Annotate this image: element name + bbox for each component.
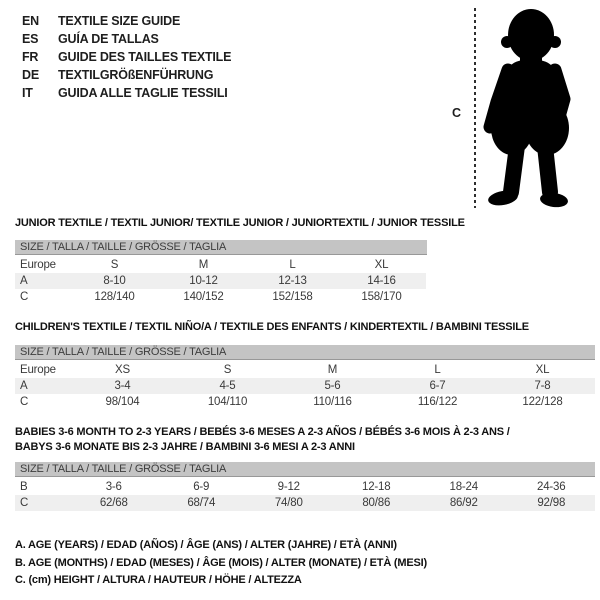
table-cell: 4-5 xyxy=(219,380,236,392)
row-label: A xyxy=(20,275,28,287)
language-title: GUIDA ALLE TAGLIE TESSILI xyxy=(58,86,228,100)
table-row xyxy=(15,289,426,305)
language-row-en xyxy=(22,12,231,30)
junior-size-header-bar: SIZE / TALLA / TAILLE / GRÖSSE / TAGLIA xyxy=(15,240,427,255)
table-cell: XL xyxy=(535,364,550,376)
table-cell: 104/110 xyxy=(207,396,248,408)
table-cell: 3-4 xyxy=(114,380,131,392)
language-code: DE xyxy=(22,68,39,82)
table-cell: 74/80 xyxy=(274,497,303,509)
table-cell: 122/128 xyxy=(522,396,563,408)
table-cell: 68/74 xyxy=(187,497,216,509)
table-cell: 92/98 xyxy=(537,497,566,509)
language-code: ES xyxy=(22,32,39,46)
table-cell: S xyxy=(110,259,119,271)
language-title: TEXTILE SIZE GUIDE xyxy=(58,14,181,28)
junior-section-title: JUNIOR TEXTILE / TEXTIL JUNIOR/ TEXTILE JUNIOR / JUNIORTEXTIL / JUNIOR TESSILE xyxy=(15,217,465,229)
table-cell: 86/92 xyxy=(449,497,478,509)
table-cell: 80/86 xyxy=(362,497,391,509)
babies-section-title-line1: BABIES 3-6 MONTH TO 2-3 YEARS / BEBÉS 3-6 MESES A 2-3 AÑOS / BÉBÉS 3-6 MOIS À 2-3 ANS / xyxy=(15,426,510,438)
language-row-it xyxy=(22,84,231,102)
row-label: C xyxy=(20,396,29,408)
row-label: C xyxy=(20,497,29,509)
table-row xyxy=(15,378,595,394)
table-row xyxy=(15,273,426,289)
language-title: GUIDE DES TAILLES TEXTILE xyxy=(58,50,232,64)
table-cell: 128/140 xyxy=(94,291,135,303)
children-table xyxy=(15,362,595,410)
table-cell: 116/122 xyxy=(417,396,458,408)
table-cell: 7-8 xyxy=(534,380,551,392)
table-cell: L xyxy=(434,364,441,376)
table-cell: 158/170 xyxy=(361,291,402,303)
table-cell: 8-10 xyxy=(103,275,126,287)
language-code: IT xyxy=(22,86,33,100)
row-label: Europe xyxy=(20,259,56,271)
language-title-list xyxy=(22,12,231,102)
table-row xyxy=(15,495,595,511)
table-cell: 62/68 xyxy=(99,497,128,509)
table-row xyxy=(15,257,426,273)
row-label: Europe xyxy=(20,364,56,376)
language-code: FR xyxy=(22,50,39,64)
table-cell: 9-12 xyxy=(277,481,300,493)
footnote-b: B. AGE (MONTHS) / EDAD (MESES) / ÂGE (MOIS) / ALTER (MONATE) / ETÀ (MESI) xyxy=(15,556,427,569)
children-size-header-bar: SIZE / TALLA / TAILLE / GRÖSSE / TAGLIA xyxy=(15,345,595,360)
table-cell: 140/152 xyxy=(183,291,224,303)
table-cell: L xyxy=(289,259,296,271)
table-row xyxy=(15,362,595,378)
table-cell: 24-36 xyxy=(537,481,566,493)
toddler-silhouette-icon xyxy=(481,6,577,208)
table-cell: 3-6 xyxy=(105,481,122,493)
babies-section-title-line2: BABYS 3-6 MONATE BIS 2-3 JAHRE / BAMBINI 3-6 MESI A 2-3 ANNI xyxy=(15,441,355,453)
table-cell: 12-18 xyxy=(362,481,391,493)
table-cell: 10-12 xyxy=(189,275,218,287)
language-row-de xyxy=(22,66,231,84)
babies-size-header-bar: SIZE / TALLA / TAILLE / GRÖSSE / TAGLIA xyxy=(15,462,595,477)
table-cell: M xyxy=(327,364,338,376)
height-measure-label: C xyxy=(452,106,462,120)
language-row-fr xyxy=(22,48,231,66)
table-cell: 6-7 xyxy=(429,380,446,392)
table-cell: 152/158 xyxy=(272,291,313,303)
footnote-a: A. AGE (YEARS) / EDAD (AÑOS) / ÂGE (ANS) / ALTER (JAHRE) / ETÀ (ANNI) xyxy=(15,539,397,551)
table-cell: M xyxy=(198,259,209,271)
footnote-c: C. (cm) HEIGHT / ALTURA / HAUTEUR / HÖHE / ALTEZZA xyxy=(15,574,302,586)
footnote-legend xyxy=(15,537,427,590)
table-cell: 98/104 xyxy=(105,396,140,408)
language-row-es xyxy=(22,30,231,48)
language-title: TEXTILGRÖßENFÜHRUNG xyxy=(58,68,214,82)
table-cell: 12-13 xyxy=(278,275,307,287)
language-title: GUÍA DE TALLAS xyxy=(58,32,159,46)
table-cell: 14-16 xyxy=(367,275,396,287)
row-label: B xyxy=(20,481,28,493)
junior-table xyxy=(15,257,426,305)
table-row xyxy=(15,479,595,495)
children-section-title: CHILDREN'S TEXTILE / TEXTIL NIÑO/A / TEXTILE DES ENFANTS / KINDERTEXTIL / BAMBINI TESSILE xyxy=(15,321,529,333)
babies-table xyxy=(15,479,595,511)
height-measure-dashed-line xyxy=(474,8,476,208)
row-label: A xyxy=(20,380,28,392)
table-cell: XL xyxy=(374,259,389,271)
table-cell: 18-24 xyxy=(449,481,478,493)
table-cell: 110/116 xyxy=(313,396,352,408)
row-label: C xyxy=(20,291,29,303)
table-cell: 5-6 xyxy=(324,380,341,392)
table-cell: XS xyxy=(115,364,130,376)
table-row xyxy=(15,394,595,410)
table-cell: 6-9 xyxy=(193,481,210,493)
table-cell: S xyxy=(223,364,232,376)
language-code: EN xyxy=(22,14,39,28)
